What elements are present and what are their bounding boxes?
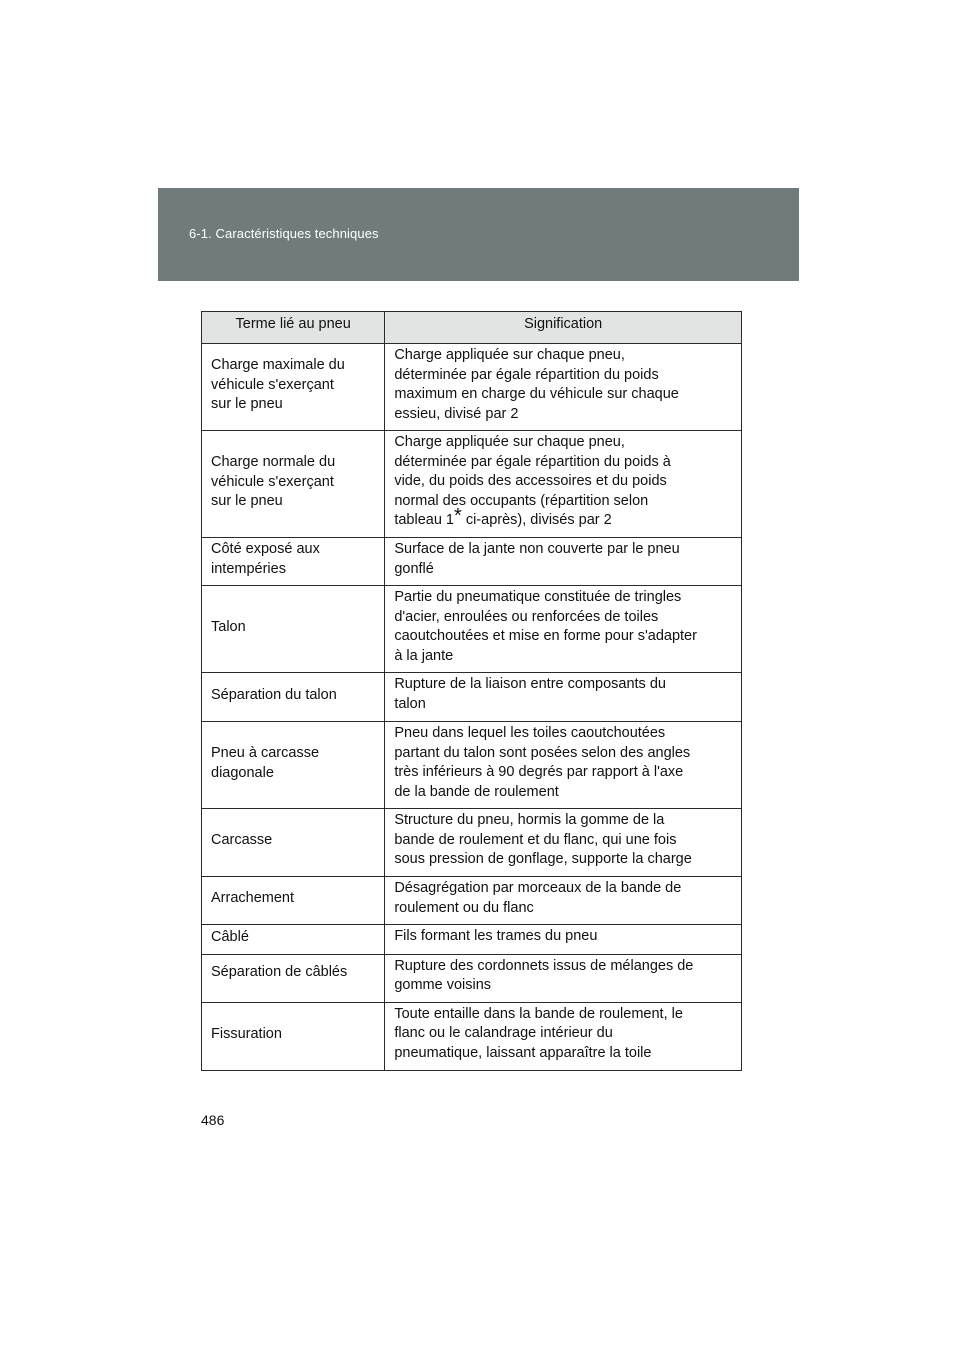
meaning-line: gomme voisins	[394, 977, 492, 993]
meaning-line: pneumatique, laissant apparaître la toile	[394, 1044, 652, 1061]
meaning-cell	[385, 877, 742, 925]
term-line: Charge maximale du	[211, 357, 345, 373]
meaning-line: Pneu dans lequel les toiles caoutchoutées	[394, 725, 666, 741]
meaning-line: talon	[394, 695, 426, 712]
term-cell	[202, 877, 385, 925]
term-line: véhicule s'exerçant	[211, 376, 334, 393]
tire-terms-table	[201, 311, 742, 1071]
meaning-line: sous pression de gonflage, supporte la charge	[394, 851, 692, 867]
meaning-cell	[385, 538, 742, 586]
meaning-cell	[385, 809, 742, 877]
term-cell	[202, 586, 385, 673]
term-cell	[202, 925, 385, 955]
table-row	[202, 722, 742, 809]
term-cell	[202, 809, 385, 877]
table-row	[202, 673, 742, 722]
column-header-meaning: Signification	[385, 312, 742, 344]
meaning-line: vide, du poids des accessoires et du poids	[394, 473, 667, 489]
table-row	[202, 954, 742, 1002]
meaning-line: gonflé	[394, 560, 434, 577]
meaning-line: caoutchoutées et mise en forme pour s'adapter	[394, 628, 697, 644]
meaning-line: roulement ou du flanc	[394, 899, 534, 916]
term-line: sur le pneu	[211, 493, 283, 510]
meaning-line: Structure du pneu, hormis la gomme de la	[394, 812, 665, 828]
term-cell	[202, 954, 385, 1002]
meaning-line: de la bande de roulement	[394, 783, 559, 800]
term-cell	[202, 538, 385, 586]
term-cell	[202, 1002, 385, 1070]
table-header-row	[202, 312, 742, 344]
meaning-line: bande de roulement et du flanc, qui une fois	[394, 831, 677, 848]
meaning-cell	[385, 586, 742, 673]
term-line: Talon	[211, 618, 246, 635]
term-line: Séparation de câblés	[211, 963, 348, 980]
meaning-line: d'acier, enroulées ou renforcées de toiles	[394, 608, 659, 625]
meaning-line: Désagrégation par morceaux de la bande de	[394, 880, 682, 896]
table-row	[202, 809, 742, 877]
meaning-cell	[385, 1002, 742, 1070]
meaning-cell	[385, 431, 742, 538]
term-line: Côté exposé aux	[211, 541, 320, 557]
column-header-term: Terme lié au pneu	[202, 312, 385, 344]
meaning-line: Charge appliquée sur chaque pneu,	[394, 347, 625, 363]
term-cell	[202, 344, 385, 431]
page-number: 486	[201, 1112, 225, 1128]
meaning-line: Charge appliquée sur chaque pneu,	[394, 434, 625, 450]
table-row	[202, 586, 742, 673]
meaning-line: Rupture de la liaison entre composants du	[394, 676, 666, 692]
footnote-star: *	[454, 505, 462, 527]
term-line: Séparation du talon	[211, 686, 337, 703]
term-line: diagonale	[211, 764, 274, 781]
meaning-line	[394, 505, 733, 531]
term-line: Charge normale du	[211, 454, 336, 471]
meaning-cell	[385, 722, 742, 809]
table-row	[202, 877, 742, 925]
meaning-text: tableau 1	[394, 512, 454, 528]
meaning-cell	[385, 954, 742, 1002]
term-line: Fissuration	[211, 1025, 282, 1042]
term-line: véhicule s'exerçant	[211, 473, 334, 490]
table-row	[202, 344, 742, 431]
meaning-line: très inférieurs à 90 degrés par rapport à l'axe	[394, 764, 684, 780]
meaning-line: flanc ou le calandrage intérieur du	[394, 1025, 613, 1041]
meaning-line: à la jante	[394, 647, 454, 664]
meaning-line: Rupture des cordonnets issus de mélanges de	[394, 957, 694, 974]
term-cell	[202, 722, 385, 809]
table-row	[202, 1002, 742, 1070]
meaning-line: normal des occupants (répartition selon	[394, 492, 649, 509]
term-line: Carcasse	[211, 832, 273, 849]
term-line: Arrachement	[211, 890, 295, 907]
section-title: 6-1. Caractéristiques techniques	[189, 226, 379, 241]
meaning-line: Surface de la jante non couverte par le pneu	[394, 541, 680, 557]
meaning-line: déterminée par égale répartition du poids à	[394, 453, 671, 470]
meaning-line: Toute entaille dans la bande de roulement, le	[394, 1005, 683, 1022]
meaning-line: essieu, divisé par 2	[394, 405, 519, 422]
term-cell	[202, 673, 385, 722]
term-line: Pneu à carcasse	[211, 745, 320, 761]
meaning-text: ci-après), divisés par 2	[461, 512, 612, 528]
term-line: Câblé	[211, 929, 249, 945]
term-line: intempéries	[211, 560, 286, 577]
table-row	[202, 431, 742, 538]
table-row	[202, 925, 742, 955]
meaning-line: maximum en charge du véhicule sur chaque	[394, 386, 679, 402]
section-header-band	[158, 188, 799, 281]
term-cell	[202, 431, 385, 538]
meaning-cell	[385, 925, 742, 955]
meaning-cell	[385, 673, 742, 722]
meaning-line: Partie du pneumatique constituée de tringles	[394, 589, 682, 605]
meaning-line: Fils formant les trames du pneu	[394, 928, 598, 944]
meaning-line: déterminée par égale répartition du poids	[394, 366, 659, 383]
meaning-cell	[385, 344, 742, 431]
table-row	[202, 538, 742, 586]
meaning-line: partant du talon sont posées selon des angles	[394, 744, 691, 761]
term-line: sur le pneu	[211, 396, 283, 412]
